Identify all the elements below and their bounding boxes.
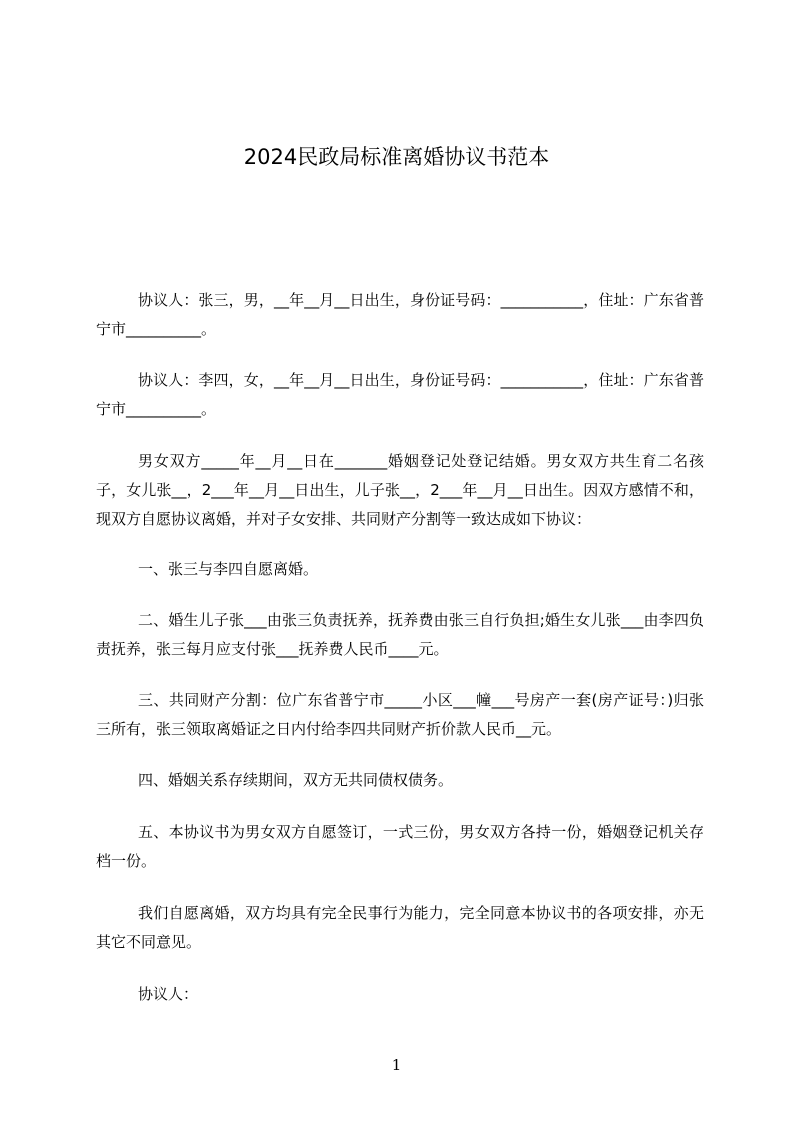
document-title: 2024民政局标准离婚协议书范本 [243,145,550,169]
clause-five-paragraph: 五、本协议书为男女双方自愿签订，一式三份，男女双方各持一份，婚姻登记机关存档一份。 [96,823,704,870]
statement-paragraph: 我们自愿离婚，双方均具有完全民事行为能力，完全同意本协议书的各项安排，亦无其它不同意见。 [96,904,704,951]
clause-two-paragraph: 二、婚生儿子张___由张三负责抚养，抚养费由张三自行负担;婚生女儿张___由李四负责抚养，张三每月应支付张___抚养费人民币____元。 [96,611,704,658]
party-one-paragraph: 协议人：张三，男，__年__月__日出生，身份证号码：___________，住址：广东省普宁市__________。 [96,291,704,338]
signature-label: 协议人： [138,985,199,1003]
clause-one-paragraph: 一、张三与李四自愿离婚。 [138,560,319,578]
party-two-paragraph: 协议人：李四，女，__年__月__日出生，身份证号码：___________，住址：广东省普宁市__________。 [96,371,704,418]
marriage-background-paragraph: 男女双方_____年__月__日在_______婚姻登记处登记结婚。男女双方共生育二名孩子，女儿张__，2___年__月__日出生，儿子张__，2___年__月__日出生。因双方感情不和，现双方自愿协议离婚，并对子女安排、共同财产分割等一致达成如下协议： [96,452,704,528]
page-number: 1 [391,1056,402,1074]
clause-three-paragraph: 三、共同财产分割：位广东省普宁市_____小区___幢___号房产一套(房产证号：)归张三所有，张三领取离婚证之日内付给李四共同财产折价款人民币__元。 [96,691,704,738]
clause-four-paragraph: 四、婚姻关系存续期间，双方无共同债权债务。 [138,771,454,789]
